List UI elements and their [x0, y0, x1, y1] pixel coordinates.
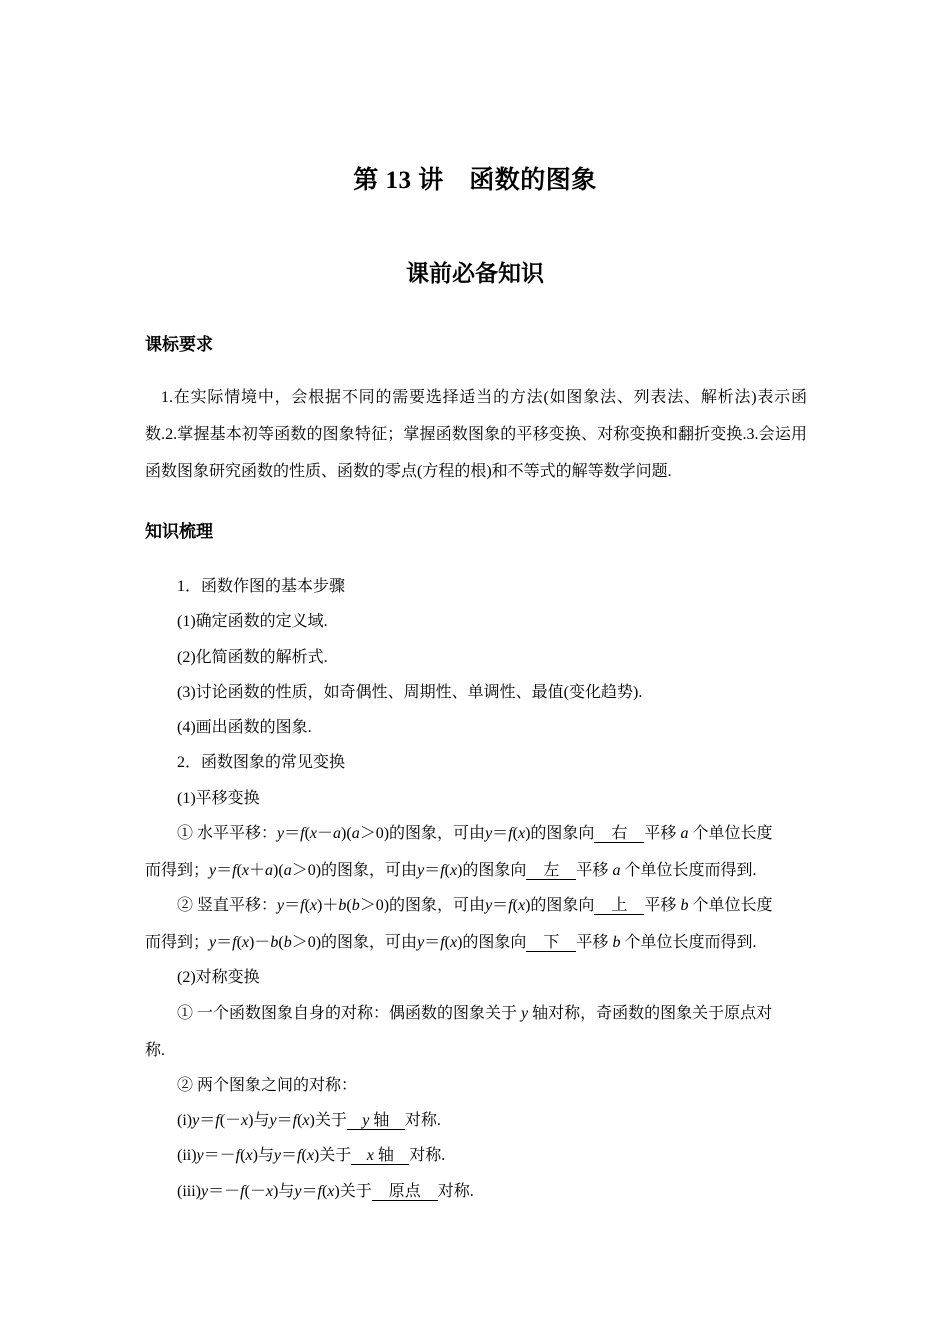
answer-blank-x-axis: x 轴: [351, 1147, 409, 1165]
step-3: (3)讨论函数的性质，如奇偶性、周期性、单调性、最值(变化趋势).: [177, 684, 643, 701]
section-subtitle: 课前必备知识: [406, 261, 544, 286]
symmetry-line-1: ① 一个函数图象自身的对称：偶函数的图象关于 y 轴对称，奇函数的图象关于原点对: [177, 1005, 773, 1022]
curriculum-requirements-heading: 课标要求: [145, 335, 213, 354]
answer-blank-up: 上: [594, 897, 644, 915]
knowledge-review-heading: 知识梳理: [145, 522, 213, 541]
answer-blank-down: 下: [526, 934, 576, 952]
step-2: (2)化简函数的解析式.: [177, 649, 328, 666]
answer-blank-y-axis: y 轴: [347, 1112, 405, 1130]
answer-blank-origin: 原点: [372, 1183, 438, 1201]
answer-blank-left: 左: [526, 862, 576, 880]
symmetry-case-ii: (ii)y＝－f(x)与y＝f(x)关于 x 轴 对称.: [177, 1147, 446, 1164]
symmetry-heading: (2)对称变换: [177, 969, 260, 986]
symmetry-line-2: ② 两个图象之间的对称：: [177, 1077, 358, 1094]
symmetry-case-iii: (iii)y＝－f(－x)与y＝f(x)关于 原点 对称.: [177, 1183, 474, 1200]
steps-heading: 1．函数作图的基本步骤: [177, 578, 346, 595]
vertical-shift-line-2: 而得到；y＝f(x)－b(b＞0)的图象，可由y＝f(x)的图象向 下 平移 b 个单位长度而得到.: [145, 934, 757, 951]
curriculum-requirements-text: 1.在实际情境中，会根据不同的需要选择适当的方法(如图象法、列表法、解析法)表示函数.2.掌握基本初等函数的图象特征；掌握函数图象的平移变换、对称变换和翻折变换.3.会运用函数图象研究函数的性质、函数的零点(方程的根)和不等式的解等数学问题.: [145, 389, 807, 480]
symmetry-case-i: (i)y＝f(－x)与y＝f(x)关于 y 轴 对称.: [177, 1112, 441, 1129]
lesson-title: 第 13 讲 函数的图象: [353, 167, 597, 194]
transforms-heading: 2．函数图象的常见变换: [177, 754, 346, 771]
horizontal-shift-line-2: 而得到；y＝f(x＋a)(a＞0)的图象，可由y＝f(x)的图象向 左 平移 a 个单位长度而得到.: [145, 862, 757, 879]
step-1: (1)确定函数的定义域.: [177, 613, 328, 630]
answer-blank-right: 右: [594, 825, 644, 843]
horizontal-shift-line-1: ① 水平平移：y＝f(x－a)(a＞0)的图象，可由y＝f(x)的图象向 右 平移 a 个单位长度: [177, 825, 773, 842]
symmetry-line-1-cont: 称.: [145, 1042, 166, 1059]
step-4: (4)画出函数的图象.: [177, 719, 312, 736]
vertical-shift-line-1: ② 竖直平移：y＝f(x)＋b(b＞0)的图象，可由y＝f(x)的图象向 上 平移 b 个单位长度: [177, 897, 773, 914]
shift-heading: (1)平移变换: [177, 790, 260, 807]
